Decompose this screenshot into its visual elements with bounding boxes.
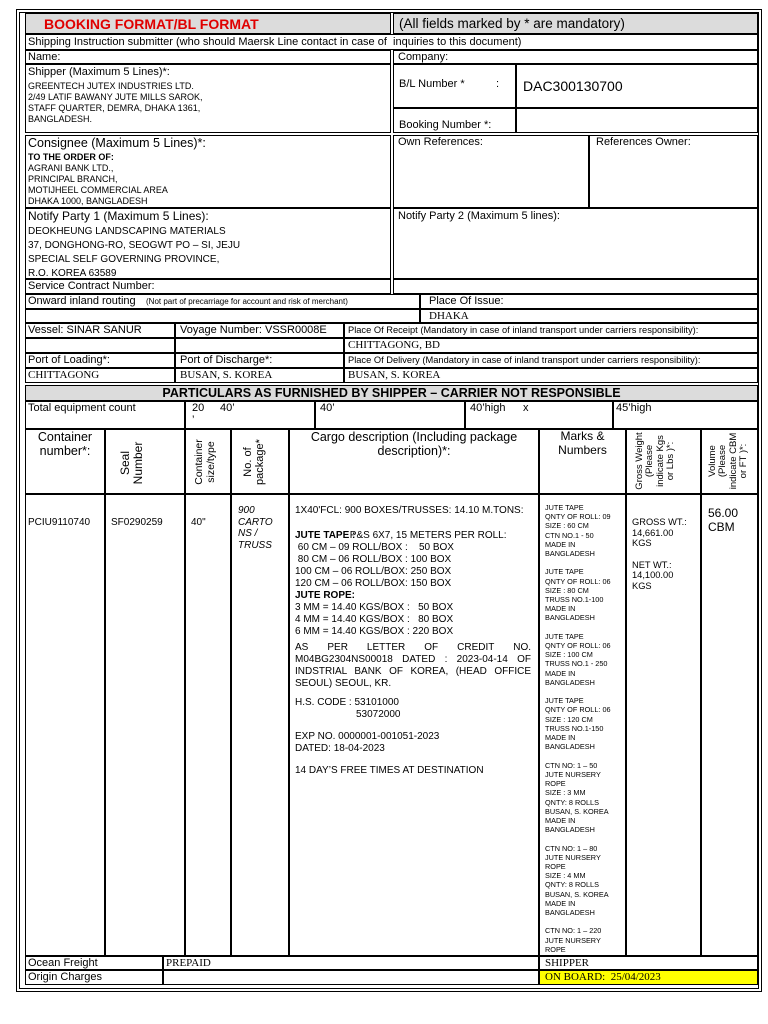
shipper-footer-cell[interactable] — [539, 956, 758, 970]
instruction-text: Shipping Instruction submitter (who should Maersk Line contact in case of inquiries to this document) — [28, 36, 522, 48]
port-of-loading-label: Port of Loading*: — [28, 354, 110, 366]
notify1-line-4: R.O. KOREA 63589 — [28, 268, 117, 279]
own-references-cell[interactable] — [393, 135, 589, 208]
consignee-line-2: PRINCIPAL BRANCH, — [28, 174, 118, 184]
port-of-loading-value: CHITTAGONG — [28, 369, 100, 381]
col-seal-label: Seal Number — [118, 441, 146, 485]
notify-party-2-label: Notify Party 2 (Maximum 5 lines): — [398, 210, 560, 222]
place-of-receipt-value-cell[interactable] — [344, 338, 758, 353]
col-packages-header — [231, 429, 289, 494]
tape-line-1: 60 CM – 09 ROLL/BOX : 50 BOX — [295, 542, 454, 553]
container-size: 40" — [191, 517, 206, 528]
equipment-20-cell[interactable] — [185, 401, 315, 429]
hs-code: H.S. CODE : 53101000 — [295, 697, 399, 708]
col-volume-header — [701, 429, 758, 494]
port-of-loading-value-cell[interactable] — [25, 368, 175, 383]
exp-number: EXP NO. 0000001-001051-2023 — [295, 731, 440, 742]
shipper-line-2: 2/49 LATIF BAWANY JUTE MILLS SAROK, — [28, 92, 203, 102]
ocean-freight-cell — [25, 956, 163, 970]
particulars-text: PARTICULARS AS FURNISHED BY SHIPPER – CARRIER NOT RESPONSIBLE — [162, 386, 621, 400]
row-marks-cell[interactable] — [539, 494, 626, 956]
shipper-label: Shipper (Maximum 5 Lines)*: — [28, 66, 170, 78]
exp-dated: DATED: 18-04-2023 — [295, 743, 385, 754]
bl-value-cell[interactable] — [516, 64, 758, 108]
place-of-issue-label-cell — [420, 294, 758, 309]
service-contract-cell[interactable] — [25, 279, 391, 294]
voyage-value[interactable] — [175, 338, 344, 353]
col-size-label: Container size/type — [193, 439, 217, 485]
title-cell — [25, 13, 391, 34]
tape-line-4: 120 CM – 06 ROLL/BOX: 150 BOX — [295, 578, 452, 589]
onward-routing-note: (Not part of precarriage for account and risk of merchant) — [146, 297, 348, 306]
cargo-fcl: 1X40'FCL: 900 BOXES/TRUSSES: 14.10 M.TONS: — [295, 505, 524, 516]
onward-routing-value[interactable] — [25, 309, 420, 323]
notify1-line-2: 37, DONGHONG-RO, SEOGWT PO – SI, JEJU — [28, 240, 241, 251]
equipment-40b-cell[interactable] — [315, 401, 465, 429]
equipment-x-mark: x — [523, 402, 529, 414]
vessel-value[interactable] — [25, 338, 175, 353]
volume-value: 56.00 CBM — [708, 506, 739, 534]
port-of-discharge-value-cell[interactable] — [175, 368, 344, 383]
port-of-discharge-label: Port of Discharge*: — [180, 354, 273, 366]
col-cargo-label: Cargo description (Including package description)*: — [310, 430, 518, 459]
mandatory-note-cell — [393, 13, 758, 34]
place-of-delivery-value: BUSAN, S. KOREA — [348, 369, 441, 381]
prepaid-cell[interactable] — [163, 956, 539, 970]
container-number: PCIU9110740 — [28, 517, 91, 528]
consignee-line-3: MOTIJHEEL COMMERCIAL AREA — [28, 185, 168, 195]
notify-party-2-cell[interactable] — [393, 208, 758, 279]
place-of-issue-label: Place Of Issue: — [429, 295, 504, 307]
col-size-header — [185, 429, 231, 494]
own-references-label: Own References: — [398, 136, 483, 148]
shipper-cell[interactable] — [25, 64, 391, 133]
equipment-40-label: 40’ — [220, 402, 235, 414]
bl-number-label: B/L Number * — [399, 78, 465, 90]
equipment-40b-label: 40’ — [320, 402, 335, 414]
rope-line-1: 3 MM = 14.40 KGS/BOX : 50 BOX — [295, 602, 454, 613]
origin-charges-label: Origin Charges — [28, 971, 102, 983]
marks-and-numbers: JUTE TAPE QNTY OF ROLL: 09 SIZE : 60 CM CTN NO.1 - 50 MADE IN BANGLADESH JUTE TAPE QNTY OF ROLL: 06 SIZE : 80 CM TRUSS NO.1-100 MADE IN BANGLADESH JUTE TAPE QNTY OF ROLL: 06 SIZE : 100 CM TRUSS NO.1 - 250 MADE IN BANGLADESH JUTE TAPE QNTY OF ROLL: 06 SIZE : 120 CM TRUSS NO.1-150 MADE IN BANGLADESH CTN NO: 1 – 50 JUTE NURSERY ROPE SIZE : 3 MM QNTY: 8 ROLLS BUSAN, S. KOREA MADE IN BANGLADESH CTN NO: 1 – 80 JUTE NURSERY ROPE SIZE : 4 MM QNTY: 8 ROLLS BUSAN, S. KOREA MADE IN BANGLADESH CTN NO: 1 – 220 JUTE NURSERY ROPE — [545, 503, 611, 954]
voyage-label: Voyage Number: VSSR0008E — [180, 324, 327, 336]
place-of-delivery-label-cell — [344, 353, 758, 368]
name-cell[interactable] — [25, 50, 391, 64]
free-times: 14 DAY’S FREE TIMES AT DESTINATION — [295, 765, 484, 776]
company-label: Company: — [398, 51, 449, 63]
col-cargo-header — [289, 429, 539, 494]
references-owner-label: References Owner: — [596, 136, 691, 148]
place-of-receipt-label-cell — [344, 323, 758, 338]
letter-of-credit-text: AS PER LETTER OF CREDIT NO. M04BG2304NS00018 DATED : 2023-04-14 OF INDSTRIAL BANK OF KOREA, (HEAD OFFICE SEOUL) SEOUL, KR. — [295, 642, 531, 689]
col-container-label: Container number*: — [37, 430, 93, 459]
consignee-label: Consignee (Maximum 5 Lines)*: — [28, 136, 206, 150]
mandatory-note: (All fields marked by * are mandatory) — [399, 16, 625, 31]
booking-label-cell — [393, 108, 516, 133]
tape-line-2: 80 CM – 06 ROLL/BOX : 100 BOX — [295, 554, 452, 565]
row-cargo-cell[interactable] — [289, 494, 539, 956]
instruction-cell — [25, 34, 758, 50]
origin-charges-cell — [25, 970, 163, 985]
place-of-delivery-label: Place Of Delivery (Mandatory in case of inland transport under carriers responsibility): — [348, 355, 701, 365]
hs-code-2: 53072000 — [356, 709, 401, 720]
notify1-line-1: DEOKHEUNG LANDSCAPING MATERIALS — [28, 226, 226, 237]
shipper-line-3: STAFF QUARTER, DEMRA, DHAKA 1361, — [28, 103, 201, 113]
bl-label-cell — [393, 64, 516, 108]
jute-tape-label: JUTE TAPE : — [295, 530, 356, 541]
row-gross-cell[interactable] — [626, 494, 701, 956]
particulars-header — [25, 385, 758, 401]
col-marks-header — [539, 429, 626, 494]
shipper-line-4: BANGLADESH. — [28, 114, 93, 124]
origin-charges-value[interactable] — [163, 970, 539, 985]
company-cell[interactable] — [393, 50, 758, 64]
shipper-footer-value: SHIPPER — [545, 957, 590, 969]
vessel-cell[interactable] — [25, 323, 175, 338]
row-seal-cell[interactable] — [105, 494, 185, 956]
equipment-20-label: 20 — [192, 402, 205, 414]
equipment-40high-label: 40’high — [470, 402, 506, 414]
on-board-cell[interactable] — [539, 970, 758, 985]
place-of-issue-value: DHAKA — [429, 310, 469, 322]
consignee-to-order: TO THE ORDER OF: — [28, 152, 114, 162]
gross-weight: GROSS WT.: 14,661.00 KGS NET WT.: 14,100.00 KGS — [632, 517, 687, 592]
ocean-freight-label: Ocean Freight — [28, 957, 98, 969]
form-title: BOOKING FORMAT/BL FORMAT — [44, 16, 259, 32]
jute-rope-label: JUTE ROPE: — [295, 590, 356, 601]
col-gross-header — [626, 429, 701, 494]
consignee-line-4: DHAKA 1000, BANGLADESH — [28, 196, 148, 206]
onward-routing-label: Onward inland routing — [28, 295, 136, 307]
notify1-line-3: SPECIAL SELF GOVERNING PROVINCE, — [28, 254, 220, 265]
place-of-receipt-label: Place Of Receipt (Mandatory in case of inland transport under carriers responsibility): — [348, 325, 699, 335]
port-of-discharge-label-cell — [175, 353, 344, 368]
row-container-cell[interactable] — [25, 494, 105, 956]
place-of-delivery-value-cell[interactable] — [344, 368, 758, 383]
package-count: 900 CARTO NS / TRUSS — [238, 505, 273, 551]
col-seal-header — [105, 429, 185, 494]
equipment-45high-cell[interactable] — [613, 401, 758, 429]
equipment-20-mark: ’ — [192, 414, 195, 426]
col-marks-label: Marks & Numbers — [558, 429, 607, 457]
on-board-value: ON BOARD: 25/04/2023 — [545, 971, 661, 983]
booking-value-cell[interactable] — [516, 108, 758, 133]
prepaid-value: PREPAID — [166, 957, 211, 969]
col-container-header — [25, 429, 105, 494]
tape-line-3: 100 CM – 06 ROLL/BOX: 250 BOX — [295, 566, 452, 577]
name-label: Name: — [28, 51, 61, 63]
row-packages-cell[interactable] — [231, 494, 289, 956]
col-packages-label: No. of package* — [242, 439, 267, 485]
onward-routing-cell[interactable] — [25, 294, 420, 309]
service-contract-label: Service Contract Number: — [28, 280, 155, 292]
place-of-issue-value-cell[interactable] — [420, 309, 758, 323]
notify-party-1-label: Notify Party 1 (Maximum 5 Lines): — [28, 209, 209, 223]
notify-party-1-cell[interactable] — [25, 208, 391, 279]
booking-number-label: Booking Number *: — [399, 119, 492, 131]
references-owner-cell[interactable] — [589, 135, 758, 208]
vessel-label: Vessel: SINAR SANUR — [28, 324, 142, 336]
row-size-cell[interactable] — [185, 494, 231, 956]
rope-line-2: 4 MM = 14.40 KGS/BOX : 80 BOX — [295, 614, 454, 625]
rope-line-3: 6 MM = 14.40 KGS/BOX : 220 BOX — [295, 626, 454, 637]
voyage-cell[interactable] — [175, 323, 344, 338]
equipment-40high-cell[interactable] — [465, 401, 613, 429]
consignee-cell[interactable] — [25, 135, 391, 208]
equipment-count-cell — [25, 401, 185, 429]
shipper-line-1: GREENTECH JUTEX INDUSTRIES LTD. — [28, 81, 194, 91]
service-contract-empty — [393, 279, 758, 294]
col-gross-label: Gross Weight (Please indicate Kgs or Lbs )*: — [634, 432, 677, 490]
jute-tape-spec: P&S 6X7, 15 METERS PER ROLL: — [347, 530, 507, 541]
bl-number-value: DAC300130700 — [523, 78, 623, 94]
place-of-receipt-value: CHITTAGONG, BD — [348, 339, 441, 351]
consignee-line-1: AGRANI BANK LTD., — [28, 163, 114, 173]
row-volume-cell[interactable] — [701, 494, 758, 956]
seal-number: SF0290259 — [111, 517, 163, 528]
bl-colon: : — [496, 78, 500, 90]
port-of-discharge-value: BUSAN, S. KOREA — [180, 369, 273, 381]
port-of-loading-label-cell — [25, 353, 175, 368]
equipment-45high-label: 45’high — [616, 402, 652, 414]
col-volume-label: Volume (Please indicate CBM or FT )*: — [707, 432, 750, 490]
equipment-count-label: Total equipment count — [28, 402, 136, 414]
